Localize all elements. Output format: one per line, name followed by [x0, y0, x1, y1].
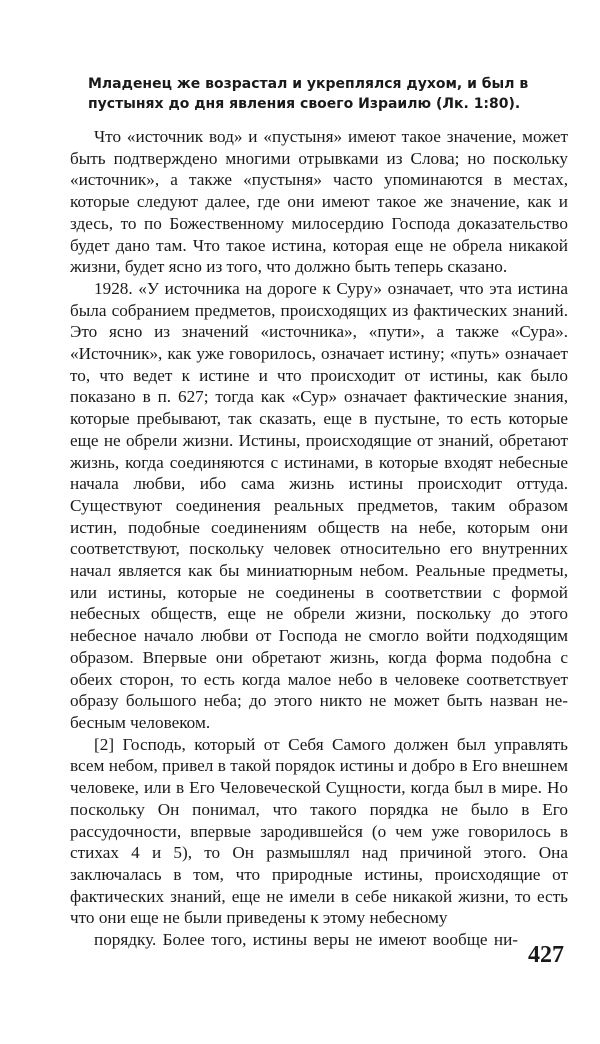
paragraph-intro: Что «источник вод» и «пустыня» имеют такое значение, может быть подтверждено многими отрывками из Слова; но поскольку «источник», а также «пустыня» часто упоминаются в местах, которые следуют далее, где они имеют такое же значение, как и здесь, то по Божественному милосердию Господа доказательство будет дано там. Что такое истина, которая еще не обрела никакой жизни, будет ясно из того, что должно быть теперь сказано.: [70, 127, 568, 277]
last-line-text: порядку. Более того, истины веры не имеют вообще ни-: [94, 930, 518, 950]
paragraph-2: [2] Господь, который от Себя Самого должен был управлять всем небом, привел в такой порядок истины и добро в Его внешнем человеке, или в Его Человеческой Сущности, когда был в мире. Но поскольку Он понимал, что такого порядка не было в Его рассудочности, впервые зародившейся (о чем уже говорилось в стихах 4 и 5), то Он размышлял над причиной этого. Она заключалась в том, что природные истины, происходящие от фактических знаний, еще не имели в себе никакой жизни, то есть что они еще не были приведены к этому небесному: [70, 734, 568, 928]
paragraph-1928: 1928. «У источника на дороге к Суру» означает, что эта истина была собранием предметов, происходящих из фактических знаний. Это ясно из значений «источника», «пути», а также «Сура». «Источник», как уже говорилось, означает истину; «путь» означает то, что ведет к истине и что происходит от истины, как было показано в п. 627; тогда как «Сур» означает фактические знания, которые пребывают, так сказать, еще в пустыне, то есть которые еще не обрели жизни. Истины, происходящие от знаний, обретают жизнь, когда соединяются с истинами, в которые входят небесные начала любви, ибо сама жизнь истины происходит оттуда. Существуют соединения реальных предметов, таким образом истин, подобные соединениям обществ на небе, которым они соответствуют, поскольку человек относительно его внутренних начал является как бы миниатюрным небом. Реальные предметы, или истины, которые не соединены в соответствии с формой небесных обществ, еще не обрели жизни, поскольку до этого небесное начало любви от Господа не смогло войти подходящим образом. Впервые они обретают жизнь, когда форма подобна с обеих сторон, то есть когда малое небо в человеке соответствует образу большого неба; до этого никто не может быть назван небесным человеком.: [70, 278, 568, 732]
main-text: [70, 126, 568, 951]
last-line: [70, 929, 518, 951]
page-number: 427: [528, 942, 564, 968]
epigraph: Младенец же возрастал и укреплялся духом, и был в пустынях до дня явления своего Израилю (Лк. 1:80).: [88, 76, 529, 112]
